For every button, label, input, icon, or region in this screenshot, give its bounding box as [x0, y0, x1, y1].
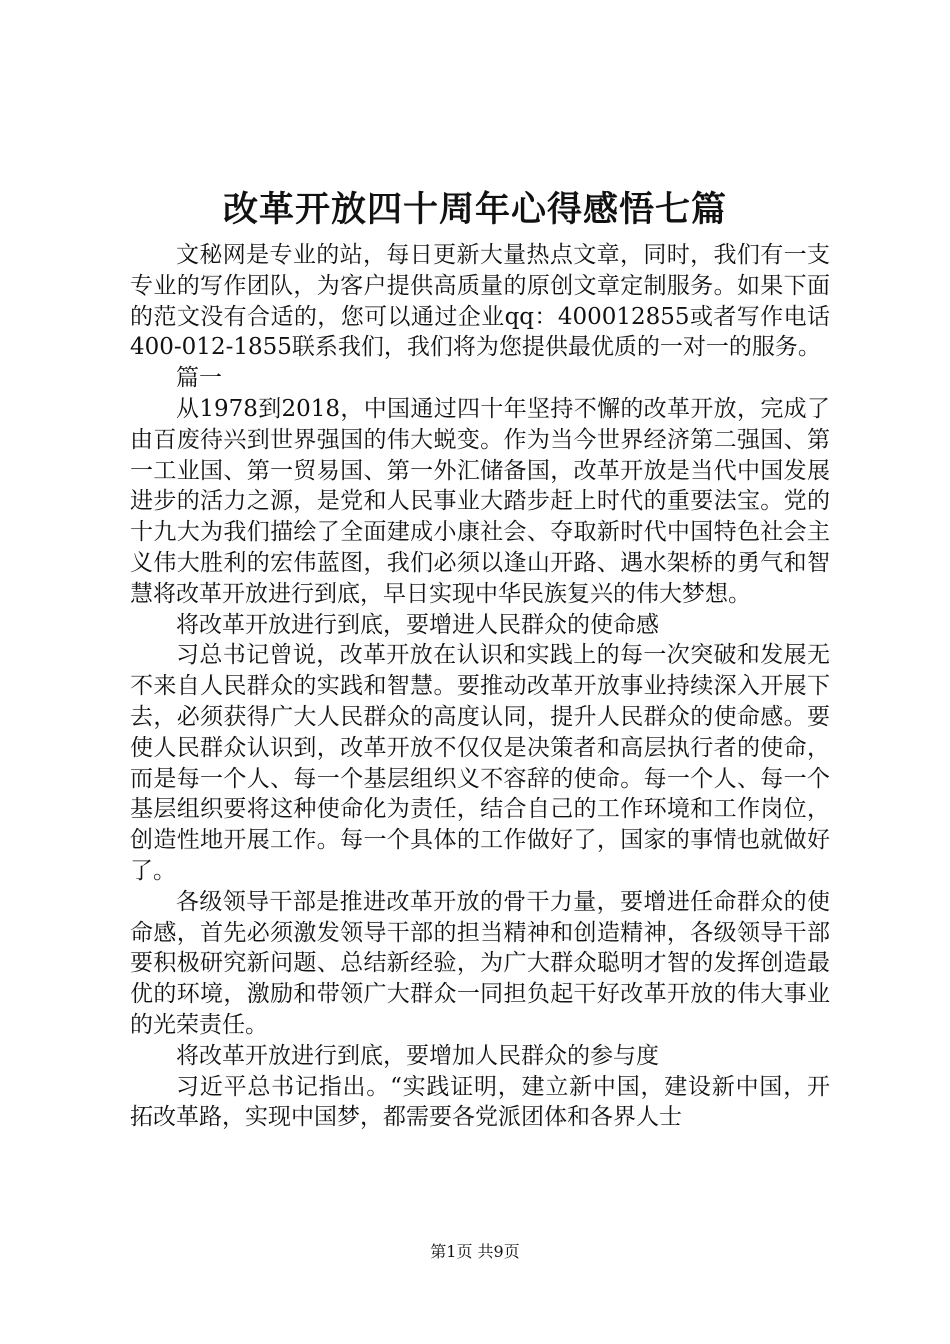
- document-body: [130, 240, 830, 1133]
- body-paragraph-4: 习近平总书记指出。“实践证明，建立新中国，建设新中国，开拓改革路，实现中国梦，都需要各党派团体和各界人士: [130, 1073, 830, 1131]
- subheading-2: 将改革开放进行到底，要增加人民群众的参与度: [176, 1042, 659, 1069]
- body-paragraph-2: 习总书记曾说，改革开放在认识和实践上的每一次突破和发展无不来自人民群众的实践和智慧。要推动改革开放事业持续深入开展下去，必须获得广大人民群众的高度认同，提升人民群众的使命感。要使人民群众认识到，改革开放不仅仅是决策者和高层执行者的使命，而是每一个人、每一个基层组织义不容辞的使命。每一个人、每一个基层组织要将这种使命化为责任，结合自己的工作环境和工作岗位，创造性地开展工作。每一个具体的工作做好了，国家的事情也就做好了。: [130, 642, 830, 884]
- page-footer: 第1页 共9页: [430, 1242, 520, 1261]
- subheading-1: 将改革开放进行到底，要增进人民群众的使命感: [176, 611, 659, 638]
- body-paragraph-3: 各级领导干部是推进改革开放的骨干力量，要增进任命群众的使命感，首先必须激发领导干部的担当精神和创造精神，各级领导干部要积极研究新问题、总结新经验，为广大群众聪明才智的发挥创造最优的环境，激励和带领广大群众一同担负起干好改革开放的伟大事业的光荣责任。: [130, 888, 830, 1038]
- document-title: 改革开放四十周年心得感悟七篇: [222, 189, 727, 230]
- body-paragraph-1: 从1978到2018，中国通过四十年坚持不懈的改革开放，完成了由百废待兴到世界强国的伟大蜕变。作为当今世界经济第二强国、第一工业国、第一贸易国、第一外汇储备国，改革开放是当代中国发展进步的活力之源，是党和人民事业大踏步赶上时代的重要法宝。党的十九大为我们描绘了全面建成小康社会、夺取新时代中国特色社会主义伟大胜利的宏伟蓝图，我们必须以逢山开路、遇水架桥的勇气和智慧将改革开放进行到底，早日实现中华民族复兴的伟大梦想。: [130, 395, 830, 607]
- section-label: 篇一: [176, 365, 222, 392]
- intro-paragraph: 文秘网是专业的站，每日更新大量热点文章，同时，我们有一支专业的写作团队，为客户提供高质量的原创文章定制服务。如果下面的范文没有合适的，您可以通过企业qq：400012855或者写作电话400-012-1855联系我们，我们将为您提供最优质的一对一的服务。: [130, 242, 830, 361]
